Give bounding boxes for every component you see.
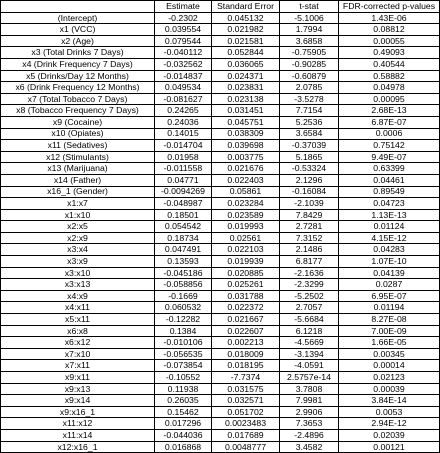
estimate-cell: -0.12282	[155, 314, 212, 326]
p-value-cell: 0.40544	[339, 58, 440, 70]
estimate-cell: -0.048987	[155, 198, 212, 210]
term-cell: x1:x10	[1, 209, 155, 221]
table-row	[1, 47, 440, 59]
term-cell: x1 (VCC)	[1, 24, 155, 36]
standard-error-cell: 0.05861	[212, 186, 280, 198]
standard-error-cell: 0.045132	[212, 12, 280, 24]
term-cell: x13 (Marijuana)	[1, 163, 155, 175]
p-value-cell: 2.94E-12	[339, 418, 440, 430]
p-value-cell: 1.13E-13	[339, 209, 440, 221]
estimate-cell: -0.032562	[155, 58, 212, 70]
t-stat-cell: 5.1865	[280, 151, 339, 163]
estimate-cell: -0.045186	[155, 267, 212, 279]
standard-error-cell: 0.023589	[212, 209, 280, 221]
estimate-cell: -0.0094269	[155, 186, 212, 198]
table-row	[1, 360, 440, 372]
estimate-cell: 0.18501	[155, 209, 212, 221]
header-row	[1, 1, 440, 13]
estimate-cell: 0.060532	[155, 302, 212, 314]
p-value-cell: 0.63399	[339, 163, 440, 175]
term-cell: x9:x14	[1, 395, 155, 407]
standard-error-cell: 0.02561	[212, 232, 280, 244]
p-value-cell: 0.00345	[339, 348, 440, 360]
term-cell: x12 (Stimulants)	[1, 151, 155, 163]
table-row	[1, 314, 440, 326]
table-row	[1, 279, 440, 291]
standard-error-cell: 0.022103	[212, 244, 280, 256]
p-value-cell: 0.75142	[339, 140, 440, 152]
p-value-cell: 1.66E-05	[339, 337, 440, 349]
estimate-cell: -0.011558	[155, 163, 212, 175]
standard-error-cell: 0.025261	[212, 279, 280, 291]
p-value-cell: 0.01124	[339, 221, 440, 233]
term-cell: x3:x4	[1, 244, 155, 256]
standard-error-cell: 0.045751	[212, 116, 280, 128]
estimate-cell: -0.044036	[155, 429, 212, 441]
t-stat-cell: -5.2502	[280, 290, 339, 302]
term-cell: x9:x11	[1, 372, 155, 384]
estimate-cell: 0.24036	[155, 116, 212, 128]
estimate-cell: -0.10552	[155, 372, 212, 384]
term-cell: x1:x7	[1, 198, 155, 210]
standard-error-cell: 0.0023483	[212, 418, 280, 430]
term-cell: x9 (Cocaine)	[1, 116, 155, 128]
p-value-cell: 0.04283	[339, 244, 440, 256]
p-value-cell: 0.49093	[339, 47, 440, 59]
table-row	[1, 290, 440, 302]
p-value-cell: 0.02123	[339, 372, 440, 384]
term-cell: x6:x8	[1, 325, 155, 337]
table-row	[1, 221, 440, 233]
standard-error-cell: 0.021982	[212, 24, 280, 36]
table-row	[1, 198, 440, 210]
term-cell: x3:x9	[1, 256, 155, 268]
estimate-cell: -0.010106	[155, 337, 212, 349]
term-cell: x11:x14	[1, 429, 155, 441]
table-row	[1, 163, 440, 175]
table-row	[1, 209, 440, 221]
estimate-cell: -0.056535	[155, 348, 212, 360]
t-stat-cell: -3.5278	[280, 93, 339, 105]
p-value-cell: 2.68E-13	[339, 105, 440, 117]
t-stat-cell: -2.1039	[280, 198, 339, 210]
p-value-cell: 0.04978	[339, 82, 440, 94]
p-value-cell: 0.04723	[339, 198, 440, 210]
estimate-cell: 0.18734	[155, 232, 212, 244]
table-row	[1, 58, 440, 70]
table-row	[1, 174, 440, 186]
estimate-cell: 0.016868	[155, 441, 212, 453]
estimate-cell: 0.047491	[155, 244, 212, 256]
term-cell: x3:x10	[1, 267, 155, 279]
p-value-cell: 0.00055	[339, 35, 440, 47]
estimate-cell: -0.081627	[155, 93, 212, 105]
t-stat-cell: 7.9981	[280, 395, 339, 407]
estimate-cell: 0.26035	[155, 395, 212, 407]
term-cell: x3 (Total Drinks 7 Days)	[1, 47, 155, 59]
t-stat-cell: -5.6684	[280, 314, 339, 326]
estimate-cell: 0.04771	[155, 174, 212, 186]
term-cell: x5:x11	[1, 314, 155, 326]
table-row	[1, 441, 440, 453]
table-body	[1, 12, 440, 453]
table-row	[1, 429, 440, 441]
p-value-cell: 9.49E-07	[339, 151, 440, 163]
term-cell: x10 (Opiates)	[1, 128, 155, 140]
standard-error-cell: 0.018195	[212, 360, 280, 372]
t-stat-cell: 3.6858	[280, 35, 339, 47]
estimate-cell: -0.1669	[155, 290, 212, 302]
term-cell: x3:x13	[1, 279, 155, 291]
estimate-cell: -0.2302	[155, 12, 212, 24]
p-value-cell: 0.04139	[339, 267, 440, 279]
standard-error-cell: 0.022403	[212, 174, 280, 186]
table-row	[1, 140, 440, 152]
t-stat-cell: 7.3653	[280, 418, 339, 430]
table-row	[1, 24, 440, 36]
table-row	[1, 302, 440, 314]
term-cell: x4:x11	[1, 302, 155, 314]
p-value-cell: 6.95E-07	[339, 290, 440, 302]
p-value-cell: 1.43E-06	[339, 12, 440, 24]
estimate-cell: 0.1384	[155, 325, 212, 337]
term-cell: x4 (Drink Frequency 7 Days)	[1, 58, 155, 70]
table-row	[1, 372, 440, 384]
term-cell: x12:x16_1	[1, 441, 155, 453]
estimate-cell: 0.079544	[155, 35, 212, 47]
term-cell: x9:x13	[1, 383, 155, 395]
t-stat-cell: 6.1218	[280, 325, 339, 337]
p-value-cell: 0.89549	[339, 186, 440, 198]
t-stat-cell: -4.0591	[280, 360, 339, 372]
t-stat-cell: -0.16084	[280, 186, 339, 198]
term-cell: x11 (Sedatives)	[1, 140, 155, 152]
p-value-cell: 1.07E-10	[339, 256, 440, 268]
standard-error-cell: 0.021581	[212, 35, 280, 47]
header-cell-t-stat: t-stat	[280, 1, 339, 13]
standard-error-cell: 0.021676	[212, 163, 280, 175]
header-cell-estimate: Estimate	[155, 1, 212, 13]
term-cell: x4:x9	[1, 290, 155, 302]
standard-error-cell: 0.023284	[212, 198, 280, 210]
estimate-cell: -0.073854	[155, 360, 212, 372]
term-cell: x9:x16_1	[1, 406, 155, 418]
term-cell: x2:x9	[1, 232, 155, 244]
estimate-cell: -0.014704	[155, 140, 212, 152]
p-value-cell: 0.00014	[339, 360, 440, 372]
estimate-cell: -0.058856	[155, 279, 212, 291]
table-row	[1, 232, 440, 244]
p-value-cell: 7.00E-09	[339, 325, 440, 337]
standard-error-cell: 0.002213	[212, 337, 280, 349]
estimate-cell: 0.13593	[155, 256, 212, 268]
p-value-cell: 4.15E-12	[339, 232, 440, 244]
t-stat-cell: 2.1486	[280, 244, 339, 256]
estimate-cell: 0.049534	[155, 82, 212, 94]
t-stat-cell: -4.5669	[280, 337, 339, 349]
table-row	[1, 82, 440, 94]
t-stat-cell: -0.37039	[280, 140, 339, 152]
estimate-cell: 0.15462	[155, 406, 212, 418]
term-cell: x6 (Drink Frequency 12 Months)	[1, 82, 155, 94]
p-value-cell: 0.02039	[339, 429, 440, 441]
t-stat-cell: 2.0785	[280, 82, 339, 94]
header-cell-term	[1, 1, 155, 13]
table-row	[1, 12, 440, 24]
table-row	[1, 105, 440, 117]
table-row	[1, 267, 440, 279]
p-value-cell: 0.0006	[339, 128, 440, 140]
term-cell: x5 (Drinks/Day 12 Months)	[1, 70, 155, 82]
p-value-cell: 8.27E-08	[339, 314, 440, 326]
term-cell: x16_1 (Gender)	[1, 186, 155, 198]
t-stat-cell: -2.1636	[280, 267, 339, 279]
estimate-cell: 0.01958	[155, 151, 212, 163]
t-stat-cell: 3.4582	[280, 441, 339, 453]
estimate-cell: -0.040112	[155, 47, 212, 59]
p-value-cell: 6.87E-07	[339, 116, 440, 128]
t-stat-cell: -2.3299	[280, 279, 339, 291]
standard-error-cell: 0.036065	[212, 58, 280, 70]
standard-error-cell: 0.003775	[212, 151, 280, 163]
standard-error-cell: 0.019939	[212, 256, 280, 268]
table-row	[1, 151, 440, 163]
standard-error-cell: 0.023831	[212, 82, 280, 94]
t-stat-cell: -2.4896	[280, 429, 339, 441]
term-cell: x8 (Tobacco Frequency 7 Days)	[1, 105, 155, 117]
header-cell-standard-error: Standard Error	[212, 1, 280, 13]
term-cell: x14 (Father)	[1, 174, 155, 186]
estimate-cell: 0.14015	[155, 128, 212, 140]
term-cell: x7:x11	[1, 360, 155, 372]
term-cell: (Intercept)	[1, 12, 155, 24]
estimate-cell: 0.039554	[155, 24, 212, 36]
table-row	[1, 244, 440, 256]
term-cell: x11:x12	[1, 418, 155, 430]
estimate-cell: 0.017296	[155, 418, 212, 430]
t-stat-cell: -0.75905	[280, 47, 339, 59]
t-stat-cell: 2.7057	[280, 302, 339, 314]
p-value-cell: 0.04461	[339, 174, 440, 186]
t-stat-cell: -5.1006	[280, 12, 339, 24]
standard-error-cell: 0.0048777	[212, 441, 280, 453]
table-row	[1, 383, 440, 395]
p-value-cell: 3.84E-14	[339, 395, 440, 407]
standard-error-cell: 0.051702	[212, 406, 280, 418]
table-row	[1, 256, 440, 268]
term-cell: x7 (Total Tobacco 7 Days)	[1, 93, 155, 105]
estimate-cell: -0.014837	[155, 70, 212, 82]
standard-error-cell: -7.7374	[212, 372, 280, 384]
standard-error-cell: 0.022372	[212, 302, 280, 314]
estimate-cell: 0.054542	[155, 221, 212, 233]
standard-error-cell: 0.031451	[212, 105, 280, 117]
table-row	[1, 70, 440, 82]
standard-error-cell: 0.038309	[212, 128, 280, 140]
table-row	[1, 418, 440, 430]
t-stat-cell: 2.1296	[280, 174, 339, 186]
standard-error-cell: 0.022607	[212, 325, 280, 337]
standard-error-cell: 0.017689	[212, 429, 280, 441]
p-value-cell: 0.00121	[339, 441, 440, 453]
p-value-cell: 0.0053	[339, 406, 440, 418]
standard-error-cell: 0.031788	[212, 290, 280, 302]
table-row	[1, 337, 440, 349]
t-stat-cell: -0.60879	[280, 70, 339, 82]
t-stat-cell: 2.9906	[280, 406, 339, 418]
standard-error-cell: 0.023138	[212, 93, 280, 105]
term-cell: x7:x10	[1, 348, 155, 360]
estimate-cell: 0.11938	[155, 383, 212, 395]
header-cell-p-value: FDR-corrected p-values	[339, 1, 440, 13]
standard-error-cell: 0.019993	[212, 221, 280, 233]
table-row	[1, 93, 440, 105]
table-row	[1, 406, 440, 418]
t-stat-cell: 2.7281	[280, 221, 339, 233]
t-stat-cell: 1.7994	[280, 24, 339, 36]
table-row	[1, 325, 440, 337]
p-value-cell: 0.00095	[339, 93, 440, 105]
standard-error-cell: 0.052844	[212, 47, 280, 59]
standard-error-cell: 0.032571	[212, 395, 280, 407]
table-row	[1, 35, 440, 47]
t-stat-cell: 2.5757e-14	[280, 372, 339, 384]
standard-error-cell: 0.024371	[212, 70, 280, 82]
t-stat-cell: 7.7154	[280, 105, 339, 117]
table-row	[1, 116, 440, 128]
standard-error-cell: 0.031575	[212, 383, 280, 395]
table-row	[1, 186, 440, 198]
t-stat-cell: 6.8177	[280, 256, 339, 268]
t-stat-cell: 3.7808	[280, 383, 339, 395]
term-cell: x2:x5	[1, 221, 155, 233]
t-stat-cell: 7.8429	[280, 209, 339, 221]
t-stat-cell: -0.53324	[280, 163, 339, 175]
table-row	[1, 395, 440, 407]
t-stat-cell: 7.3152	[280, 232, 339, 244]
p-value-cell: 0.0287	[339, 279, 440, 291]
standard-error-cell: 0.021667	[212, 314, 280, 326]
standard-error-cell: 0.020885	[212, 267, 280, 279]
t-stat-cell: -0.90285	[280, 58, 339, 70]
p-value-cell: 0.08812	[339, 24, 440, 36]
term-cell: x2 (Age)	[1, 35, 155, 47]
p-value-cell: 0.01194	[339, 302, 440, 314]
table-row	[1, 128, 440, 140]
standard-error-cell: 0.039698	[212, 140, 280, 152]
table-row	[1, 348, 440, 360]
p-value-cell: 0.58882	[339, 70, 440, 82]
t-stat-cell: 5.2536	[280, 116, 339, 128]
term-cell: x6:x12	[1, 337, 155, 349]
t-stat-cell: -3.1394	[280, 348, 339, 360]
standard-error-cell: 0.018009	[212, 348, 280, 360]
p-value-cell: 0.00039	[339, 383, 440, 395]
t-stat-cell: 3.6584	[280, 128, 339, 140]
estimate-cell: 0.24265	[155, 105, 212, 117]
